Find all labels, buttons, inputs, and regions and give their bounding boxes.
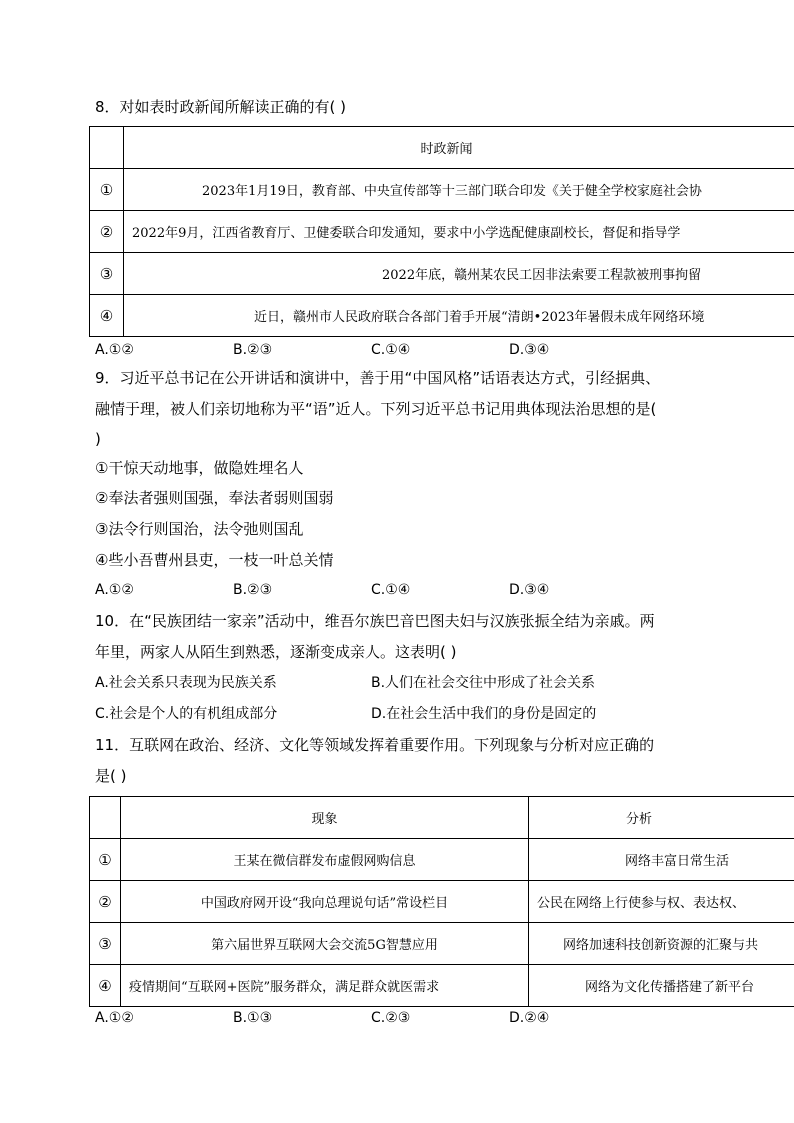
q8-row-index: ③	[90, 253, 124, 295]
q11-row-phenomenon: 中国政府网开设“我向总理说句话”常设栏目	[121, 881, 529, 923]
q11-row-analysis: 网络为文化传播搭建了新平台	[529, 965, 794, 1007]
q10-stem-line: 10．在“民族团结一家亲”活动中，维吾尔族巴音巴图夫妇与汉族张振全结为亲戚。两	[95, 612, 655, 630]
q8-row-index: ④	[90, 295, 124, 337]
q9-stem-line: 9．习近平总书记在公开讲话和演讲中，善于用“中国风格”话语表达方式，引经据典、	[95, 369, 661, 387]
q11-stem-line: 11．互联网在政治、经济、文化等领域发挥着重要作用。下列现象与分析对应正确的	[95, 736, 655, 754]
q11-stem-line: 是( )	[95, 767, 127, 785]
q8-row-text: 2022年9月，江西省教育厅、卫健委联合印发通知，要求中小学选配健康副校长，督促和指导学	[124, 211, 794, 253]
q9-item: ②奉法者强则国强，奉法者弱则国弱	[95, 489, 334, 507]
q11-row-phenomenon: 疫情期间“互联网+医院”服务群众，满足群众就医需求	[121, 965, 529, 1007]
q11-option-d[interactable]: D.②④	[509, 1010, 550, 1026]
q8-option-b[interactable]: B.②③	[233, 342, 273, 358]
q8-row-text: 2022年底，赣州某农民工因非法索要工程款被刑事拘留	[124, 253, 794, 295]
q8-news-table	[89, 126, 794, 337]
q11-row-index: ④	[90, 965, 121, 1007]
q8-table-header: 时政新闻	[124, 127, 794, 169]
q11-header-analysis: 分析	[529, 797, 794, 839]
q11-row-index: ①	[90, 839, 121, 881]
q8-option-c[interactable]: C.①④	[371, 342, 411, 358]
q8-table-corner	[90, 127, 124, 169]
q11-row-phenomenon: 第六届世界互联网大会交流5G智慧应用	[121, 923, 529, 965]
q10-option-a[interactable]: A.社会关系只表现为民族关系	[95, 675, 277, 691]
q11-row-phenomenon: 王某在微信群发布虚假网购信息	[121, 839, 529, 881]
q9-option-c[interactable]: C.①④	[371, 582, 411, 598]
q11-header-phenomenon: 现象	[121, 797, 529, 839]
q10-option-b[interactable]: B.人们在社会交往中形成了社会关系	[371, 675, 596, 691]
q9-item: ③法令行则国治，法令弛则国乱	[95, 520, 304, 538]
q11-table-corner	[90, 797, 121, 839]
q8-option-a[interactable]: A.①②	[95, 342, 134, 358]
q10-option-d[interactable]: D.在社会生活中我们的身份是固定的	[371, 706, 597, 722]
q9-item: ④些小吾曹州县吏，一枝一叶总关情	[95, 551, 334, 569]
q8-row-index: ②	[90, 211, 124, 253]
q10-option-c[interactable]: C.社会是个人的有机组成部分	[95, 706, 278, 722]
q11-option-c[interactable]: C.②③	[371, 1010, 411, 1026]
q9-option-a[interactable]: A.①②	[95, 582, 134, 598]
q8-option-d[interactable]: D.③④	[509, 342, 550, 358]
q11-row-analysis: 公民在网络上行使参与权、表达权、	[529, 881, 794, 923]
q11-analysis-table	[89, 796, 794, 1007]
q9-item: ①干惊天动地事，做隐姓埋名人	[95, 459, 304, 477]
q11-option-a[interactable]: A.①②	[95, 1010, 134, 1026]
q9-option-b[interactable]: B.②③	[233, 582, 273, 598]
q8-stem: 8．对如表时政新闻所解读正确的有( )	[95, 98, 347, 116]
q8-row-text: 2023年1月19日，教育部、中央宣传部等十三部门联合印发《关于健全学校家庭社会协	[124, 169, 794, 211]
q9-stem-line: 融情于理，被人们亲切地称为平“语”近人。下列习近平总书记用典体现法治思想的是(	[95, 400, 657, 418]
q11-row-index: ②	[90, 881, 121, 923]
q11-option-b[interactable]: B.①③	[233, 1010, 273, 1026]
q9-option-d[interactable]: D.③④	[509, 582, 550, 598]
q11-row-analysis: 网络加速科技创新资源的汇聚与共	[529, 923, 794, 965]
q11-row-analysis: 网络丰富日常生活	[529, 839, 794, 881]
q9-stem-line: )	[95, 430, 101, 448]
q11-row-index: ③	[90, 923, 121, 965]
q8-row-text: 近日，赣州市人民政府联合各部门着手开展“清朗•2023年暑假未成年网络环境	[124, 295, 794, 337]
q10-stem-line: 年里，两家人从陌生到熟悉，逐渐变成亲人。这表明( )	[95, 643, 457, 661]
q8-row-index: ①	[90, 169, 124, 211]
